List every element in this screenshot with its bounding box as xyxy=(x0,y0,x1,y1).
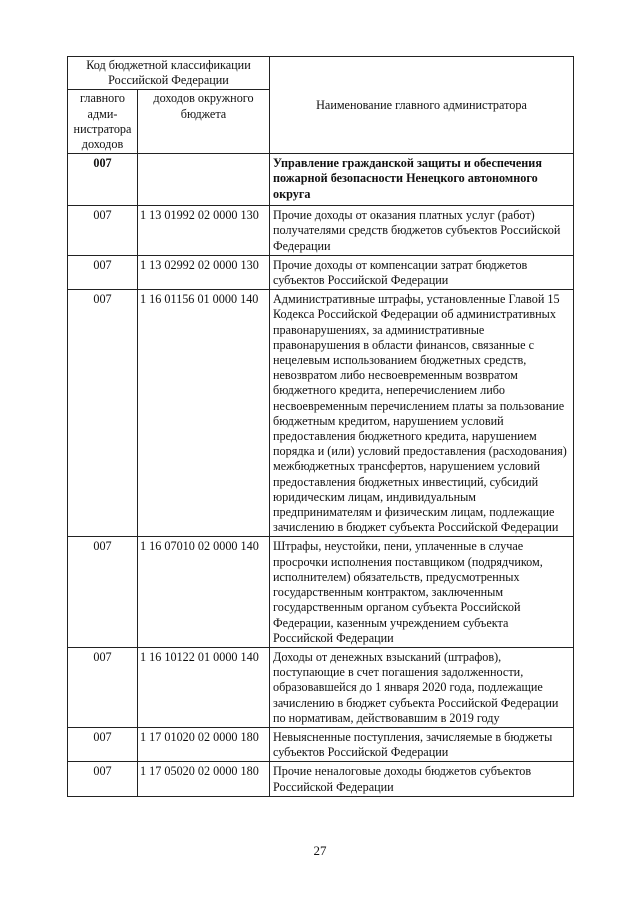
admin-code: 007 xyxy=(68,255,138,289)
header-admin-column: главного адми-нистратора доходов xyxy=(68,90,138,154)
income-code: 1 17 05020 02 0000 180 xyxy=(138,762,270,796)
administrator-name: Управление гражданской защиты и обеспечения пожарной безопасности Ненецкого автономного округа xyxy=(270,154,574,206)
income-name: Доходы от денежных взысканий (штрафов), поступающие в счет погашения задолженности, образовавшейся до 1 января 2020 года, подлежащие зачислению в бюджет субъекта Российской Федерации по нормативам, действовавшим в 2019 году xyxy=(270,647,574,727)
admin-code: 007 xyxy=(68,206,138,256)
income-name: Прочие неналоговые доходы бюджетов субъектов Российской Федерации xyxy=(270,762,574,796)
income-code: 1 13 01992 02 0000 130 xyxy=(138,206,270,256)
document-page xyxy=(67,56,573,797)
admin-code: 007 xyxy=(68,647,138,727)
income-code: 1 13 02992 02 0000 130 xyxy=(138,255,270,289)
table-row xyxy=(68,255,574,289)
admin-code: 007 xyxy=(68,154,138,206)
income-code xyxy=(138,154,270,206)
table-row xyxy=(68,206,574,256)
budget-classification-table xyxy=(67,56,574,797)
admin-code: 007 xyxy=(68,290,138,537)
header-group-title: Код бюджетной классификации Российской Федерации xyxy=(68,57,270,90)
admin-code: 007 xyxy=(68,727,138,761)
admin-code: 007 xyxy=(68,537,138,647)
table-row xyxy=(68,537,574,647)
table-row xyxy=(68,727,574,761)
table-row xyxy=(68,154,574,206)
income-code: 1 16 01156 01 0000 140 xyxy=(138,290,270,537)
page-number: 27 xyxy=(313,843,327,858)
header-name-column: Наименование главного администратора xyxy=(270,57,574,154)
income-name: Административные штрафы, установленные Главой 15 Кодекса Российской Федерации об административных правонарушениях, за административные правонарушения в области финансов, связанные с нецелевым использованием бюджетных средств, невозвратом либо несвоевременным возвратом бюджетного кредита, неперечислением либо несвоевременным перечислением платы за пользование бюджетным кредитом, нарушением условий предоставления бюджетного кредита, нарушением порядка и (или) условий предоставления (расходования) межбюджетных трансфертов, нарушением условий предоставления бюджетных инвестиций, субсидий юридическим лицам, индивидуальным предпринимателям и физическим лицам, подлежащие зачислению в бюджет субъекта Российской Федерации xyxy=(270,290,574,537)
admin-code: 007 xyxy=(68,762,138,796)
income-code: 1 16 07010 02 0000 140 xyxy=(138,537,270,647)
income-name: Штрафы, неустойки, пени, уплаченные в случае просрочки исполнения поставщиком (подрядчиком, исполнителем) обязательств, предусмотренных государственным контрактом, заключенным государственным органом субъекта Российской Федерации, казенным учреждением субъекта Российской Федерации xyxy=(270,537,574,647)
income-name: Прочие доходы от оказания платных услуг (работ) получателями средств бюджетов субъектов Российской Федерации xyxy=(270,206,574,256)
table-row xyxy=(68,762,574,796)
income-code: 1 17 01020 02 0000 180 xyxy=(138,727,270,761)
income-code: 1 16 10122 01 0000 140 xyxy=(138,647,270,727)
table-row xyxy=(68,290,574,537)
table-row xyxy=(68,647,574,727)
income-name: Прочие доходы от компенсации затрат бюджетов субъектов Российской Федерации xyxy=(270,255,574,289)
income-name: Невыясненные поступления, зачисляемые в бюджеты субъектов Российской Федерации xyxy=(270,727,574,761)
header-income-column: доходов окружного бюджета xyxy=(138,90,270,154)
